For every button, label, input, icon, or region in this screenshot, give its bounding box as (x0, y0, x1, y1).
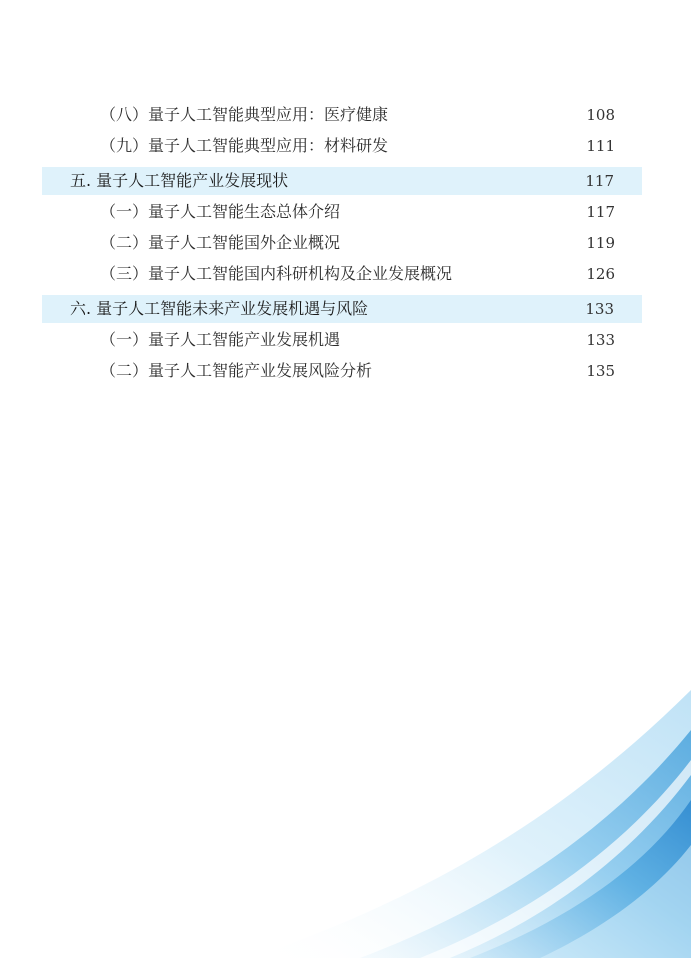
toc-entry-page: 108 (586, 106, 615, 124)
toc-entry-page: 111 (586, 137, 615, 155)
toc-entry-8-medical[interactable] (0, 101, 691, 129)
toc-entry-9-materials[interactable] (0, 132, 691, 160)
toc-entry-5-3-domestic[interactable] (0, 260, 691, 288)
toc-section-page: 133 (585, 300, 614, 318)
toc-entry-page: 133 (586, 331, 615, 349)
toc-entry-label: （一）量子人工智能生态总体介绍 (100, 202, 341, 221)
toc-entry-label: （八）量子人工智能典型应用：医疗健康 (100, 105, 389, 124)
toc-entry-label: （一）量子人工智能产业发展机遇 (100, 330, 341, 349)
toc-entry-label: （三）量子人工智能国内科研机构及企业发展概况 (100, 264, 453, 283)
toc-entry-label: （二）量子人工智能产业发展风险分析 (100, 361, 373, 380)
toc-section-label: 五. 量子人工智能产业发展现状 (70, 171, 289, 190)
toc-entry-5-1-ecosystem[interactable] (0, 198, 691, 226)
toc-section-6-opportunities-risks[interactable] (42, 295, 642, 323)
toc-entry-6-2-risks[interactable] (0, 357, 691, 385)
toc-entry-5-2-foreign-companies[interactable] (0, 229, 691, 257)
toc-entry-label: （九）量子人工智能典型应用：材料研发 (100, 136, 389, 155)
toc-entry-page: 126 (586, 265, 615, 283)
toc-section-label: 六. 量子人工智能未来产业发展机遇与风险 (70, 299, 369, 318)
toc-entry-6-1-opportunities[interactable] (0, 326, 691, 354)
toc-entry-page: 135 (586, 362, 615, 380)
toc-section-page: 117 (585, 172, 614, 190)
toc-entry-page: 119 (586, 234, 615, 252)
toc-section-5-industry-status[interactable] (42, 167, 642, 195)
toc-entry-label: （二）量子人工智能国外企业概况 (100, 233, 341, 252)
toc-entry-page: 117 (586, 203, 615, 221)
